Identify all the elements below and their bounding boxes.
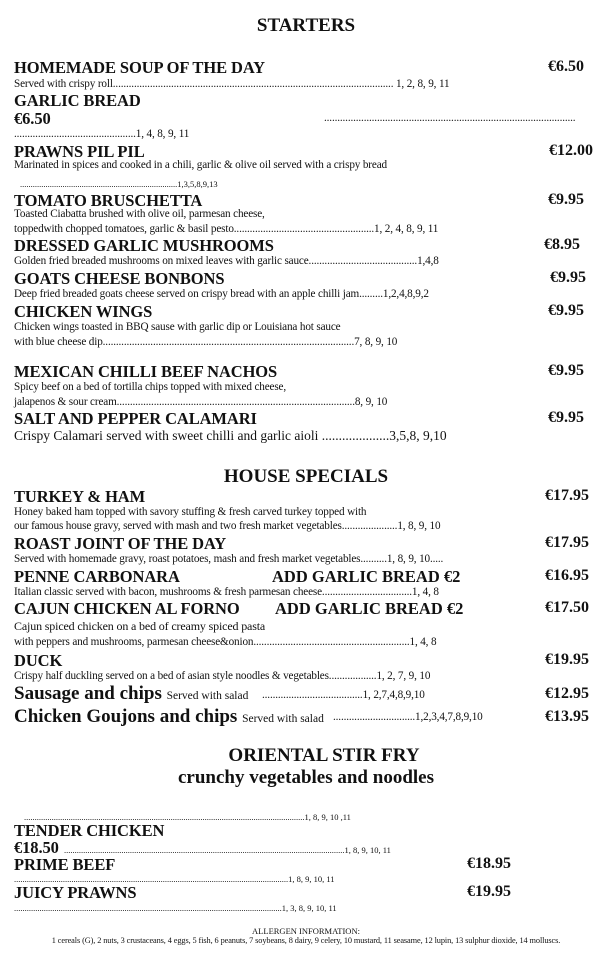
item-name: TURKEY & HAM [14,487,146,506]
allergen-title: ALLERGEN INFORMATION: [252,926,360,936]
item-description: Honey baked ham topped with savory stuffing & fresh carved turkey topped with [14,506,367,518]
item-allergens: ..........................................................................1,3,5,8,9,13 [20,179,218,189]
item-name: ROAST JOINT OF THE DAY [14,534,227,553]
item-description: Crispy Calamari served with sweet chilli and garlic aioli ....................3,5,8, 9,10 [14,428,447,443]
add-garlic-bread-note: ADD GARLIC BREAD €2 [275,599,464,618]
item-description: our famous house gravy, served with mash and two fresh market vegetables.....................1, 8, 9, 10 [14,520,441,532]
item-name: GOATS CHEESE BONBONS [14,269,225,288]
item-description: Toasted Ciabatta brushed with olive oil, parmesan cheese, [14,208,265,220]
item-name [14,683,248,705]
item-name: TENDER CHICKEN [14,821,165,840]
item-description: Italian classic served with bacon, mushrooms & fresh parmesan cheese..................................1, 4, 8 [14,586,439,598]
add-garlic-bread-note: ADD GARLIC BREAD €2 [272,567,461,586]
item-description: Crispy half duckling served on a bed of asian style noodles & vegetables..................1, 2, 7, 9, 10 [14,670,431,682]
item-description: Deep fried breaded goats cheese served on crispy bread with an apple chilli jam.........1,2,4,8,9,2 [14,288,429,300]
item-description: Marinated in spices and cooked in a chili, garlic & olive oil served with a crispy bread [14,159,387,171]
item-description: Served with crispy roll.......................................................................................................... 1, 2, 8, 9, 11 [14,78,450,90]
item-description: Golden fried breaded mushrooms on mixed leaves with garlic sauce.........................................1,4,8 [14,255,439,267]
item-name: GARLIC BREAD [14,91,141,110]
item-price: €17.50 [545,599,589,616]
item-price: €9.95 [548,409,584,426]
item-name: PRAWNS PIL PIL [14,142,145,161]
item-description: ..............................................1, 4, 8, 9, 11 [14,128,190,140]
item-description: jalapenos & sour cream..........................................................................................8, 9, 10 [14,396,388,408]
item-price: €17.95 [545,487,589,504]
item-description: Served with homemade gravy, roast potatoes, mash and fresh market vegetables..........1, 8, 9, 10..... [14,553,444,565]
item-price: €18.50 [14,838,59,857]
item-name-text: Sausage and chips [14,683,162,704]
allergen-list: 1 cereals (G), 2 nuts, 3 crustaceans, 4 eggs, 5 fish, 6 peanuts, 7 soybeans, 8 dairy, 9 celery, 10 mustard, 11 seasame, 12 lupin, 13 sulphur dioxide, 14 molluscs. [51,936,561,945]
item-description: with blue cheese dip...............................................................................................7, 8, 9, 10 [14,336,398,348]
item-name: PENNE CARBONARA [14,567,180,586]
item-name: HOMEMADE SOUP OF THE DAY [14,58,265,77]
section-title-oriental-stir-fry: ORIENTAL STIR FRY [228,745,420,766]
item-dots: ............................................................................................... [324,112,576,124]
item-price: €18.95 [467,855,511,872]
item-name [14,706,324,728]
item-allergens: ....................................................................................................................................1, 8, 9, 10, 11 [64,845,391,855]
item-name: CHICKEN WINGS [14,302,153,321]
item-price: €19.95 [545,651,589,668]
item-allergens: ..............................................................................................................................1, 3, 8, 9, 10, 11 [14,903,337,913]
item-name: CAJUN CHICKEN AL FORNO [14,599,240,618]
item-allergens: ...............................1,2,3,4,7,8,9,10 [333,711,483,723]
item-price: €12.00 [549,142,593,159]
item-description: Chicken wings toasted in BBQ sause with garlic dip or Louisiana hot sauce [14,321,341,333]
item-description: with peppers and mushrooms, parmesan cheese&onion...........................................................1, 4, 8 [14,636,437,648]
item-name: SALT AND PEPPER CALAMARI [14,409,257,428]
item-note: Served with salad [166,690,249,702]
item-description: Cajun spiced chicken on a bed of creamy spiced pasta [14,619,266,633]
section-title-house-specials: HOUSE SPECIALS [223,466,389,487]
section-title-starters: STARTERS [256,15,356,36]
item-price: €9.95 [548,362,584,379]
item-name-text: Chicken Goujons and chips [14,706,238,727]
item-price: €9.95 [548,191,584,208]
item-price: €13.95 [545,708,589,725]
item-name: DRESSED GARLIC MUSHROOMS [14,236,274,255]
item-price: €9.95 [550,269,586,286]
item-allergens: ......................................1, 2,7,4,8,9,10 [262,689,425,701]
item-price: €9.95 [548,302,584,319]
item-price: €12.95 [545,685,589,702]
item-price: €6.50 [548,58,584,75]
lead-allergens: ....................................................................................................................................1, 8, 9, 10 ,11 [24,812,351,822]
item-price: €17.95 [545,534,589,551]
item-name: TOMATO BRUSCHETTA [14,191,203,210]
item-allergens: .................................................................................................................................1, 8, 9, 10, 11 [14,874,335,884]
item-description: Spicy beef on a bed of tortilla chips topped with mixed cheese, [14,381,287,393]
item-price: €16.95 [545,567,589,584]
item-name: MEXICAN CHILLI BEEF NACHOS [14,362,278,381]
item-price: €19.95 [467,883,511,900]
item-name: DUCK [14,651,63,670]
item-description: toppedwith chopped tomatoes, garlic & basil pesto.....................................................1, 2, 4, 8, 9, 11 [14,223,439,235]
section-subtitle: crunchy vegetables and noodles [178,767,434,788]
item-price: €6.50 [14,109,51,128]
item-price: €8.95 [544,236,580,253]
item-name: PRIME BEEF [14,855,116,874]
item-note: Served with salad [242,713,324,725]
item-name: JUICY PRAWNS [14,883,137,902]
